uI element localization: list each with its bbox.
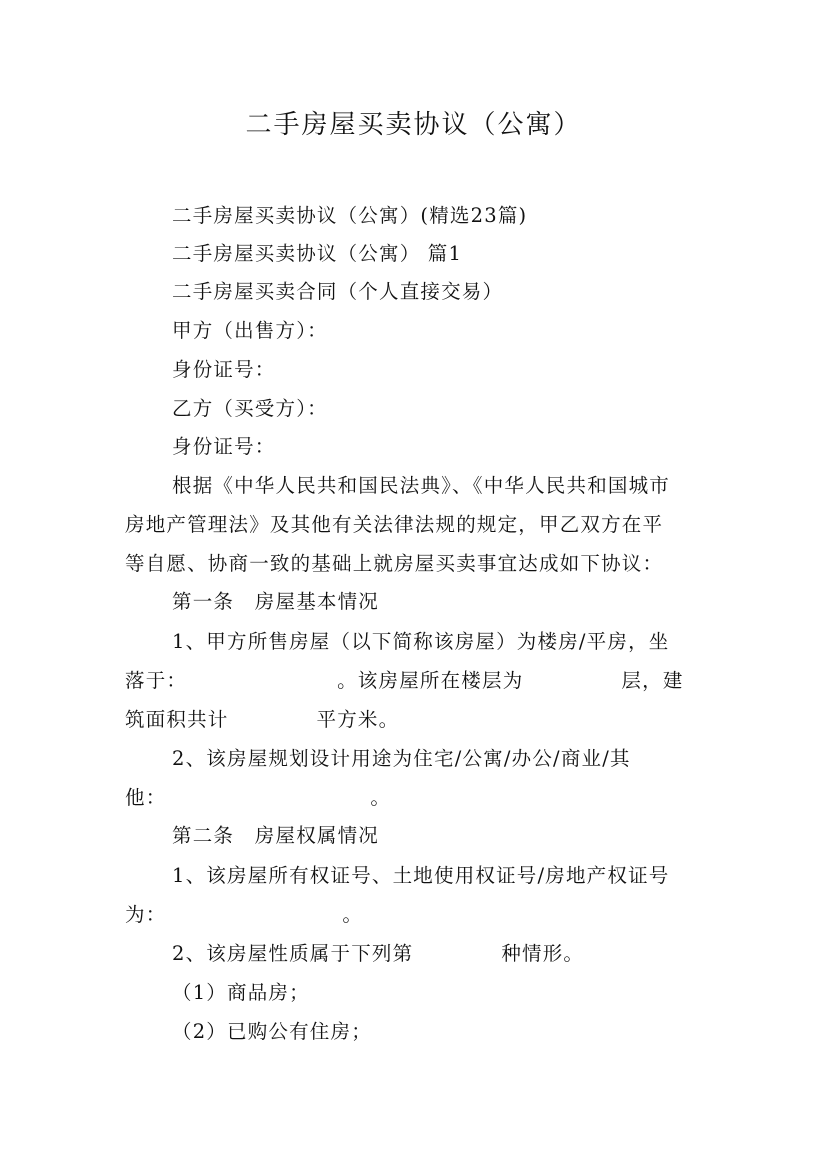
floor-label: 。该房屋所在楼层为 bbox=[337, 669, 524, 692]
option-2: （2）已购公有住房； bbox=[172, 1020, 372, 1043]
article-2-item-1-line-1: 1、该房屋所有权证号、土地使用权证号/房地产权证号 bbox=[172, 864, 670, 887]
article-1-item-2-line-2 bbox=[125, 782, 391, 810]
certificate-label: 为： bbox=[125, 903, 167, 926]
article-2-item-2 bbox=[172, 938, 584, 966]
property-type-label: 2、该房屋性质属于下列第 bbox=[172, 942, 414, 965]
party-a-id-label: 身份证号： bbox=[172, 358, 276, 381]
certificate-end: 。 bbox=[342, 903, 364, 926]
article-1-item-1-line-2 bbox=[125, 665, 684, 693]
party-b-label: 乙方（买受方）： bbox=[172, 397, 328, 420]
option-1: （1）商品房； bbox=[172, 981, 310, 1004]
location-label: 落于： bbox=[125, 669, 188, 692]
article-1-item-1-line-3 bbox=[125, 704, 399, 732]
other-use-label: 他： bbox=[125, 786, 167, 809]
area-unit: 平方米。 bbox=[316, 708, 400, 731]
article-2-item-1-line-2 bbox=[125, 899, 363, 927]
preamble-line-3: 等自愿、协商一致的基础上就房屋买卖事宜达成如下协议： bbox=[125, 552, 664, 575]
party-a-label: 甲方（出售方）： bbox=[172, 319, 328, 342]
article-1-item-2-line-1: 2、该房屋规划设计用途为住宅/公寓/办公/商业/其 bbox=[172, 747, 631, 770]
article-1-item-1-line-1: 1、甲方所售房屋（以下简称该房屋）为楼房/平房，坐 bbox=[172, 630, 670, 653]
subtitle-line: 二手房屋买卖协议（公寓）(精选23篇) bbox=[172, 204, 528, 227]
preamble-line-2: 房地产管理法》及其他有关法律法规的规定，甲乙双方在平 bbox=[125, 513, 664, 536]
area-label: 筑面积共计 bbox=[125, 708, 229, 731]
contract-heading: 二手房屋买卖合同（个人直接交易） bbox=[172, 280, 504, 303]
party-b-id-label: 身份证号： bbox=[172, 435, 276, 458]
article-1-heading: 第一条 房屋基本情况 bbox=[172, 590, 380, 613]
property-type-end: 种情形。 bbox=[501, 942, 585, 965]
other-use-end: 。 bbox=[370, 786, 392, 809]
section-heading: 二手房屋买卖协议（公寓） 篇1 bbox=[172, 242, 463, 265]
article-2-heading: 第二条 房屋权属情况 bbox=[172, 824, 380, 847]
area-lead: 层，建 bbox=[621, 669, 684, 692]
preamble-line-1: 根据《中华人民共和国民法典》、《中华人民共和国城市 bbox=[172, 474, 671, 497]
document-title: 二手房屋买卖协议（公寓） bbox=[245, 110, 582, 140]
